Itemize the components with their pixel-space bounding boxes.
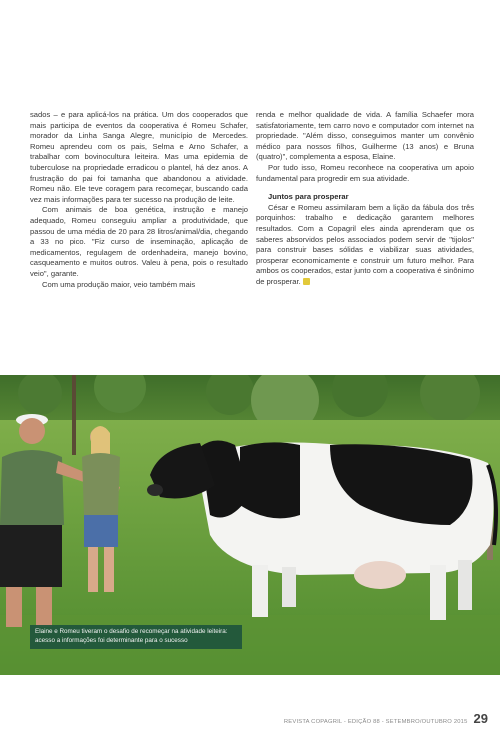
paragraph-2: Com animais de boa genética, instrução e manejo adequado, Romeu conseguiu ampliar a produtividade, que passou de uma média de 20 para 28 litros/animal/dia, chegando a 33 no pico. "Fiz curso de inseminação, aplicação de medicamentos, regulagem de ordenhadeira, manejo bovino, casqueamento e muitos outros. Valeu à pena, pois o resultado veio", garante.	[30, 205, 248, 278]
paragraph-3: Com uma produção maior, veio também mais	[42, 279, 196, 289]
photo-caption: Elaine e Romeu tiveram o desafio de recomeçar na atividade leiteira: acesso a informações foi determinante para o sucesso	[30, 625, 242, 649]
final-paragraph	[256, 203, 474, 288]
article-right-column	[256, 110, 474, 288]
article-end-icon	[303, 278, 310, 285]
farm-photo	[0, 375, 500, 675]
page-footer	[284, 711, 488, 729]
section-subheading: Juntos para prosperar	[268, 192, 349, 202]
page-number: 29	[473, 711, 488, 726]
paragraph-5: Por tudo isso, Romeu reconhece na cooperativa um apoio fundamental para progredir em sua atividade.	[256, 162, 474, 183]
paragraph-4: renda e melhor qualidade de vida. A família Schaefer mora satisfatoriamente, tem carro novo e computador com internet na propriedade. "Além disso, conseguimos manter um convênio médico para nossos filhos, Guilherme (13 anos) e Bruna (quatro)", complementa a esposa, Elaine.	[256, 110, 474, 162]
magazine-edition-label: REVISTA COPAGRIL - EDIÇÃO 88 - SETEMBRO/OUTUBRO 2015	[283, 719, 468, 725]
paragraph-1: sados – e para aplicá-los na prática. Um dos cooperados que mais participa de eventos da cooperativa é Romeu Schafer, morador da Linha Sanga Alegre, município de Mercedes. Romeu aprendeu com os pais, Selma e Arno Schafer, a trabalhar com bovinocultura leiteira. Mas uma epidemia de tuberculose na propriedade erradicou o plantel, há dez anos. A frustração do pai foi tamanha que abandonou a atividade. Romeu não. Ele teve coragem para recomeçar, buscando cada vez mais informações para ter sucesso na produção de leite.	[30, 110, 248, 204]
final-paragraph-text: César e Romeu assimilaram bem a lição da fábula dos três porquinhos: trabalho e dedicação garantem melhores resultados. Com a Copagril eles ainda aprenderam que os saberes absorvidos pelos associados podem servir de "tijolos" para construir bases sólidas e viabilizar suas atividades, prosperar economicamente e construir um futuro melhor. Para ambos os cooperados, estar junto com a cooperativa é sinônimo de prosperar.	[256, 202, 474, 286]
article-left-column	[30, 110, 248, 290]
fence-post	[72, 375, 76, 455]
